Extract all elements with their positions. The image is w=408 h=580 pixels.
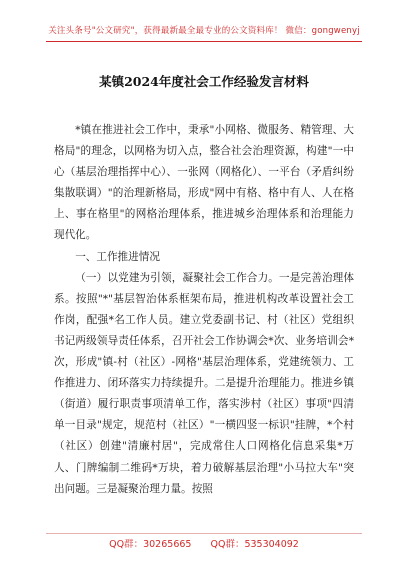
header-note: 关注头条号"公文研究"，获得最新最全最专业的公文资料库！ 微信：gongwenyj	[48, 26, 360, 36]
footer	[0, 536, 408, 550]
document-title: 某镇2024年度社会工作经验发言材料	[99, 74, 309, 89]
footer-qq-group-1: QQ群：30265665	[109, 539, 192, 550]
intro-paragraph: *镇在推进社会工作中，秉承"小网格、微服务、精管理、大格局"的理念，以网格为切入点，整合社会治理资源，构建"一中心（基层治理指挥中心）、一张网（网格化）、一平台（矛盾纠纷集散联调）"的治理新格局，形成"网中有格、格中有人、人在格上、事在格里"的网格治理体系，推进城乡治理体系和治理能力现代化。	[54, 124, 354, 242]
header-divider	[46, 41, 362, 42]
footer-divider	[46, 533, 362, 534]
footer-qq-group-2: QQ群：535304092	[210, 539, 299, 550]
body-paragraph: （一）以党建为引领，凝聚社会工作合力。一是完善治理体系。按照"*"基层智治体系框架布局，推进机构改革设置社会工作岗，配强*名工作人员。建立党委副书记、村（社区）党组织书记两级领导责任体系，召开社会工作协调会*次、业务培训会*次，形成"镇-村（社区）-网格"基层治理体系，党建统领力、工作推进力、闭环落实力持续提升。二是提升治理能力。推进乡镇（街道）履行职责事项清单工作，落实涉村（社区）事项"四清单一目录"规定，规范村（社区）"一横四竖一标识"挂牌，*个村（社区）创建"清廉村居"，完成常住人口网格化信息采集*万人、门牌编制二维码*万块，着力破解基层治理"小马拉大车"突出问题。三是凝聚治理力量。按照	[54, 271, 354, 495]
document-body	[54, 120, 354, 500]
section-heading: 一、工作推进情况	[75, 250, 160, 263]
